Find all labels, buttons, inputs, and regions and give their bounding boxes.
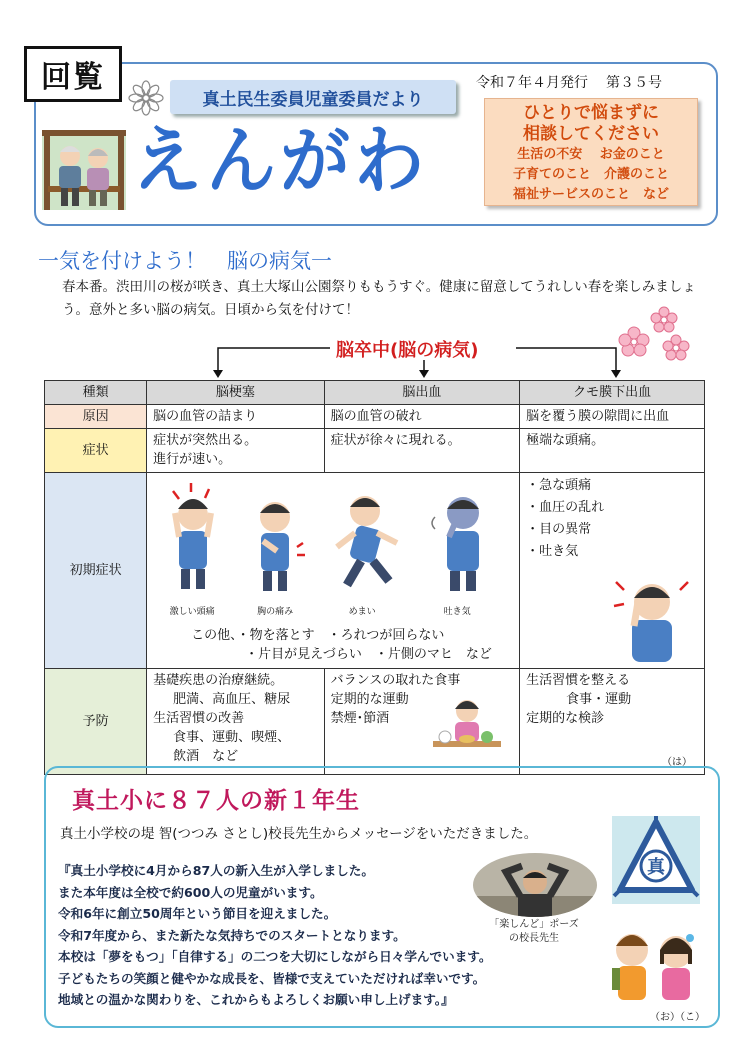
- prevention-line: 食事・運動: [566, 692, 632, 707]
- kairan-stamp: 回覧: [24, 46, 122, 102]
- prevention-line: 基礎疾患の治療継続。: [153, 673, 284, 688]
- cause-cell: 脳の血管の詰まり: [147, 405, 324, 429]
- photo-caption-line: 「楽しんど」ポーズ: [489, 919, 579, 930]
- consult-line: 生活の不安 お金のこと: [517, 147, 665, 162]
- consult-line: 福祉サービスのこと など: [512, 187, 669, 202]
- early-symptoms-subarachnoid-cell: [520, 473, 705, 669]
- table-header-infarction: 脳梗塞: [147, 381, 324, 405]
- emblem-character: 真: [647, 857, 665, 878]
- prevention-line: 禁煙･節酒: [330, 711, 390, 726]
- newsletter-title: えんがわ: [132, 117, 428, 205]
- cause-cell: 脳の血管の破れ: [324, 405, 520, 429]
- message-line: 子どもたちの笑顔と健やかな成長を、皆様で支えていただければ幸いです。: [58, 970, 486, 986]
- meal-illustration: [429, 695, 505, 765]
- consult-line: 子育てのこと 介護のこと: [512, 167, 669, 182]
- dizziness-figure: [337, 496, 397, 585]
- brain-disease-heading: 一気を付けよう！ 脳の病気一: [38, 249, 332, 273]
- prevention-line: 定期的な運動: [330, 692, 409, 707]
- row-label-symptom: 症状: [45, 429, 147, 473]
- subarachnoid-symptom-list: [526, 475, 698, 563]
- school-news-intro: 真土小学校の堤 智(つつみ さとし)校長先生からメッセージをいただきました。: [60, 826, 538, 842]
- chest-pain-figure: [260, 502, 305, 591]
- prevention-line: 生活習慣を整える: [526, 673, 631, 688]
- school-emblem-icon: [612, 816, 700, 904]
- symptom-cell: [147, 429, 324, 473]
- message-line: 地域との温かな関わりを、これからもよろしくお願い申し上げます。』: [58, 992, 454, 1007]
- prevention-cell: [324, 669, 520, 775]
- stroke-label: 脳卒中(脳の病気): [336, 340, 479, 361]
- prevention-line: 飲酒 など: [173, 749, 239, 764]
- table-header-subarachnoid: クモ膜下出血: [520, 381, 705, 405]
- caption-headache: 激しい頭痛: [169, 607, 215, 617]
- early-symptoms-cell: [147, 473, 520, 669]
- prevention-cell: [520, 669, 705, 775]
- row-label-early: 初期症状: [45, 473, 147, 669]
- photo-caption-line: の校長先生: [509, 933, 559, 944]
- prevention-line: 肥満、高血圧、糖尿: [173, 692, 291, 707]
- message-line: 令和7年度から、また新たな気持ちでのスタートとなります。: [58, 927, 406, 943]
- list-item: ・目の異常: [526, 522, 592, 537]
- brain-disease-table: [44, 380, 705, 775]
- students-illustration: [600, 920, 710, 1004]
- list-item: ・吐き気: [526, 544, 579, 559]
- symptom-cell: 極端な頭痛。: [520, 429, 705, 473]
- row-label-prevention: 予防: [45, 669, 147, 775]
- prevention-line: 食事、運動、喫煙、: [173, 730, 291, 745]
- row-label-cause: 原因: [45, 405, 147, 429]
- message-line: 令和6年に創立50周年という節目を迎えました。: [58, 906, 337, 921]
- prevention-line: バランスの取れた食事: [330, 673, 461, 688]
- table-header-hemorrhage: 脳出血: [324, 381, 520, 405]
- other-symptoms-line: ・片目が見えづらい ・片側のマヒ など: [245, 647, 492, 662]
- cause-cell: 脳を覆う膜の隙間に出血: [520, 405, 705, 429]
- consult-line: 相談してください: [523, 124, 659, 144]
- symptom-cell: 症状が徐々に現れる。: [324, 429, 520, 473]
- symptom-line: 症状が突然出る。: [153, 433, 258, 448]
- issue-info: [476, 72, 680, 92]
- elderly-couple-illustration: [40, 126, 128, 214]
- issue-date: 令和７年４月発行: [476, 75, 588, 91]
- prevention-line: 生活習慣の改善: [153, 711, 245, 726]
- newsletter-banner: 真土民生委員児童委員だより: [170, 80, 456, 114]
- table-header-type: 種類: [45, 381, 147, 405]
- consult-line: ひとりで悩まずに: [523, 103, 659, 123]
- prevention-cell: [147, 669, 324, 775]
- issue-number: 第３５号: [606, 75, 662, 91]
- prevention-line: 定期的な検診: [526, 711, 605, 726]
- brain-disease-intro: 春本番。渋田川の桜が咲き、真土大塚山公園祭りももうすぐ。健康に留意してうれしい春を楽しみましょう。意外と多い脳の病気。日頃から気を付けて！: [62, 279, 696, 318]
- symptom-illustrations: [151, 477, 515, 601]
- section1-signature: （は）: [662, 757, 692, 768]
- nausea-figure: [432, 497, 479, 591]
- list-item: ・血圧の乱れ: [526, 500, 605, 515]
- caption-dizziness: めまい: [348, 607, 376, 617]
- headache-man-illustration: [606, 572, 698, 664]
- caption-chest-pain: 胸の痛み: [257, 607, 294, 617]
- principal-message: [58, 860, 528, 1011]
- message-line: 『真土小学校に4月から87人の新入生が入学しました。: [58, 863, 374, 878]
- caption-nausea: 吐き気: [443, 607, 471, 617]
- list-item: ・急な頭痛: [526, 478, 592, 493]
- school-news-heading: 真土小に８７人の新１年生: [72, 788, 360, 814]
- symptom-line: 進行が速い。: [153, 452, 232, 467]
- message-line: また本年度は全校で約600人の児童がいます。: [58, 884, 323, 900]
- section2-signature: （お）（こ）: [650, 1012, 705, 1023]
- message-line: 本校は「夢をもつ」「自律する」の二つを大切にしながら日々学んでいます。: [58, 949, 492, 964]
- flower-icon: [128, 80, 164, 116]
- headache-figure: [173, 483, 211, 589]
- principal-photo: [472, 852, 598, 918]
- photo-caption: [464, 918, 604, 946]
- sakura-icon: [612, 302, 694, 366]
- consult-box: [484, 98, 698, 206]
- other-symptoms-line: この他、・物を落とす ・ろれつが回らない: [191, 628, 445, 643]
